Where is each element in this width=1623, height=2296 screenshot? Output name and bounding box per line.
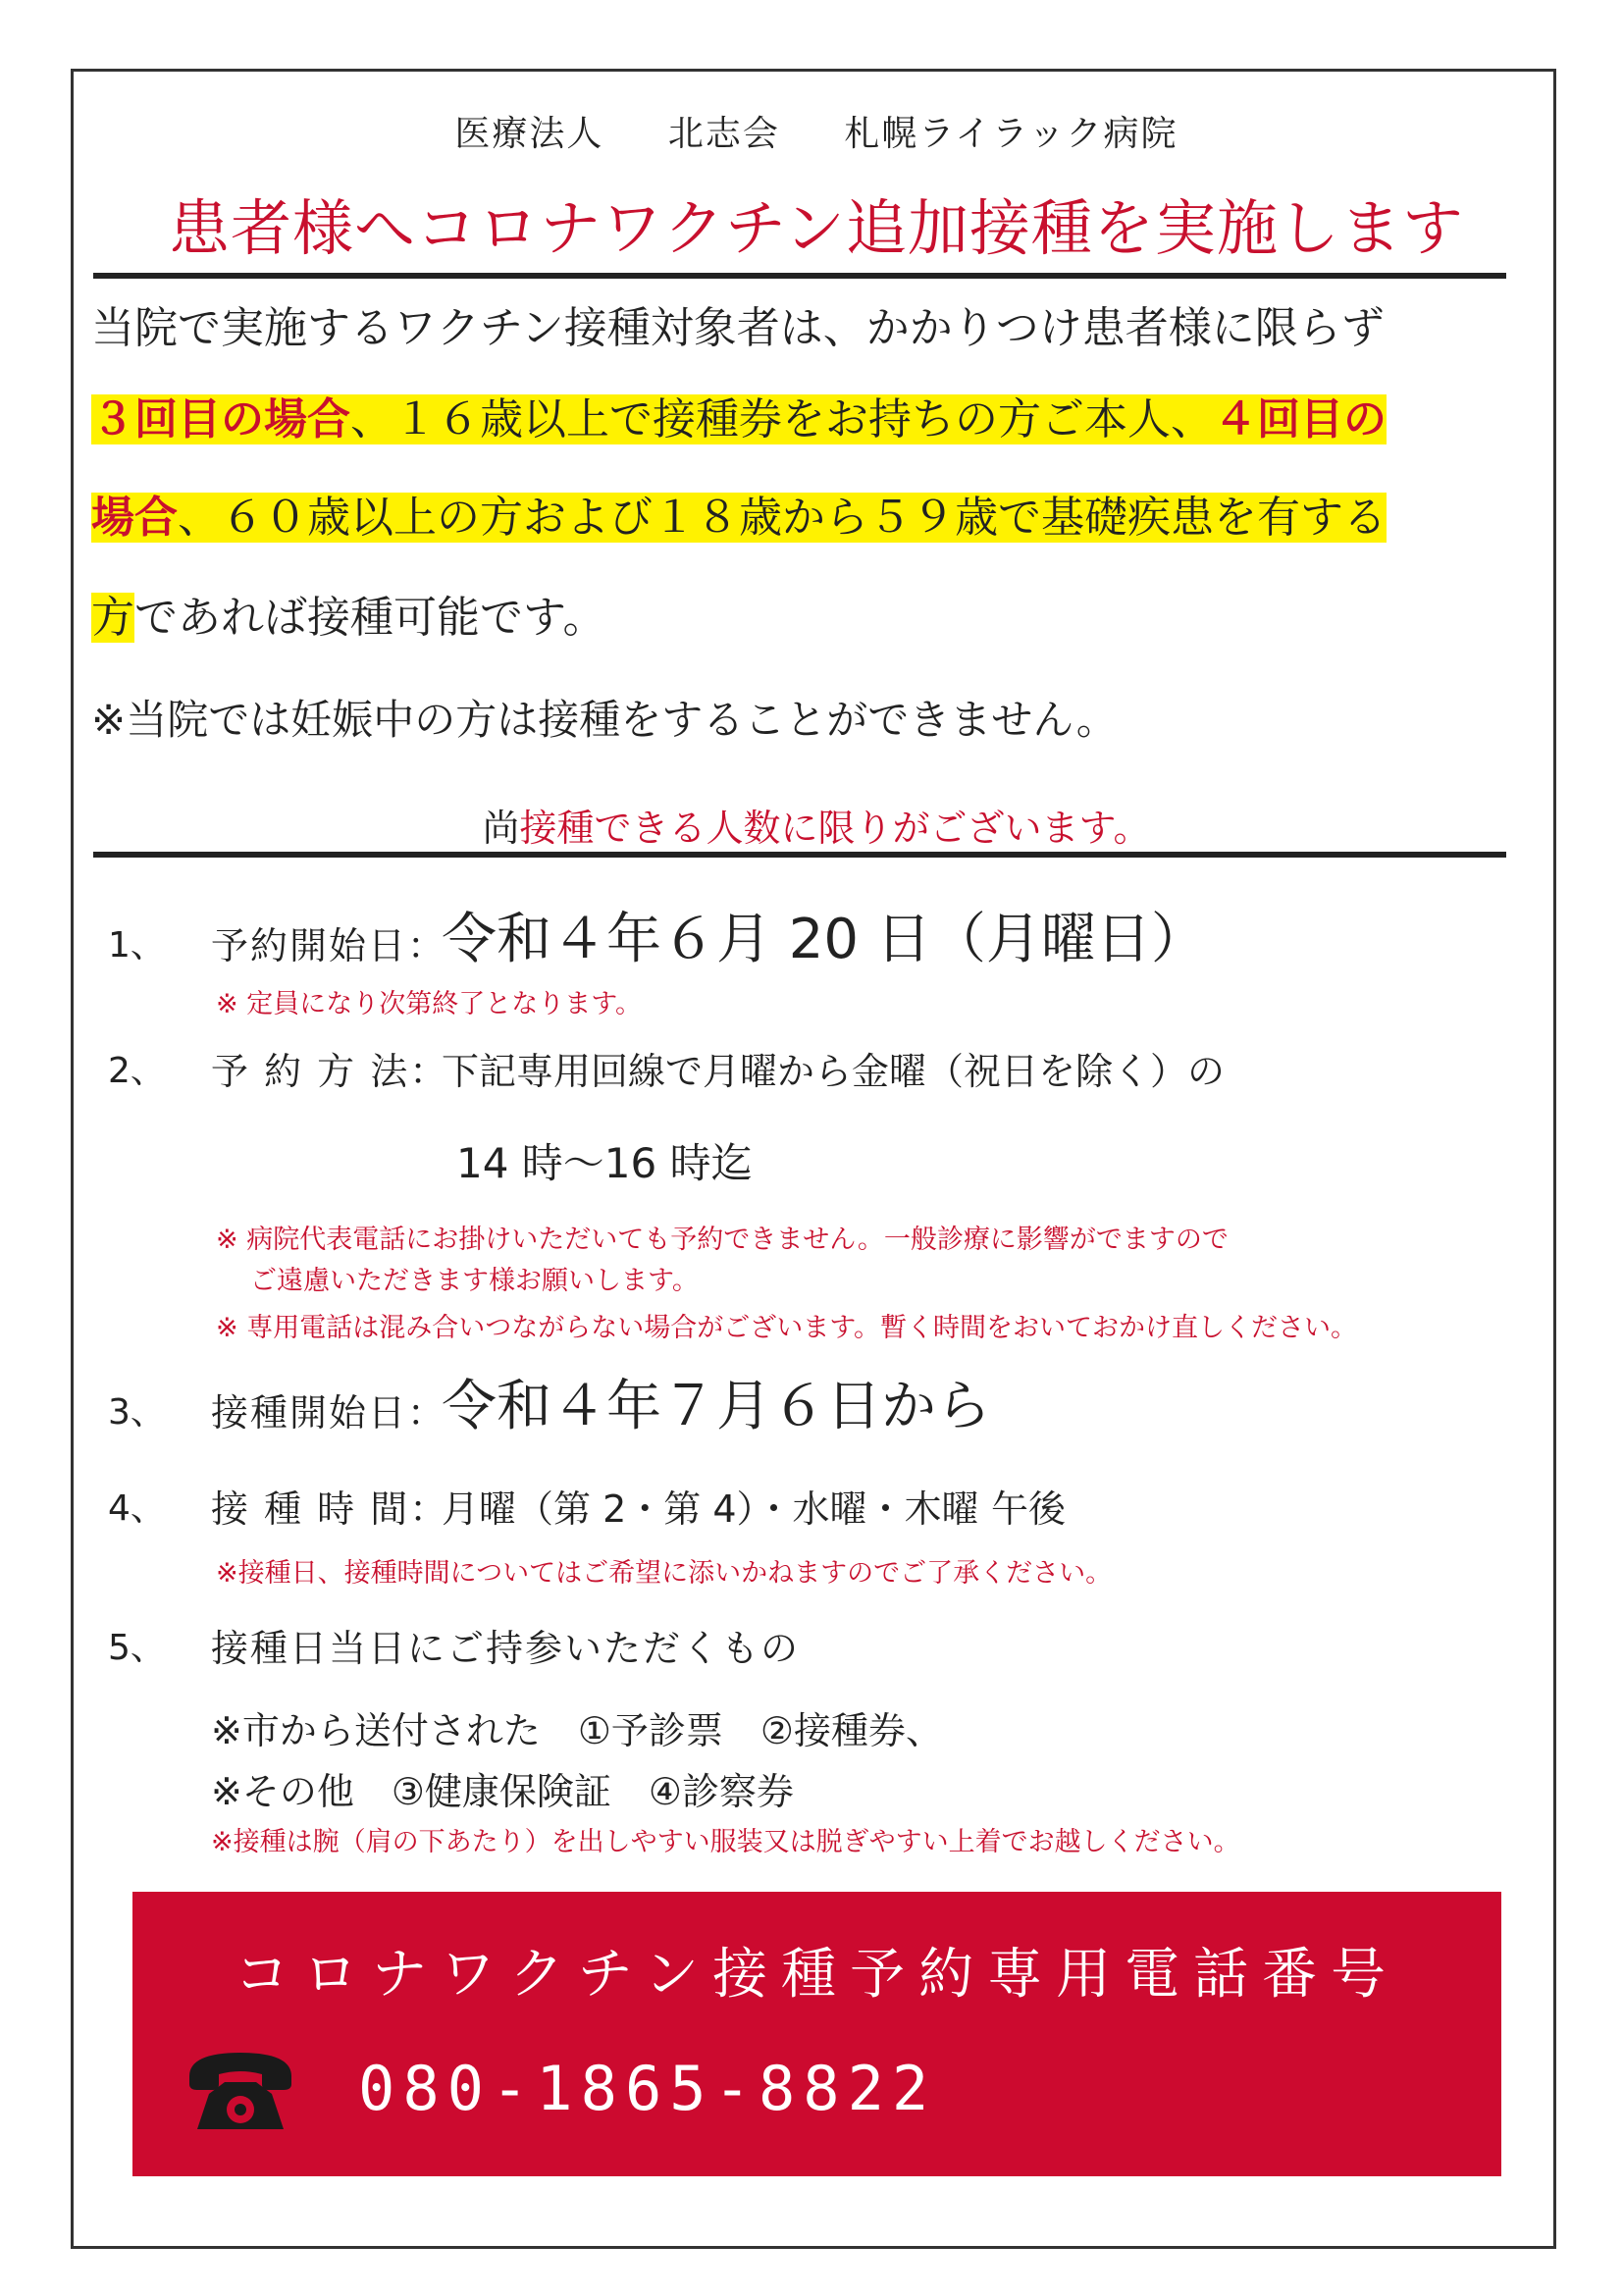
condition-end: 方 bbox=[91, 593, 134, 643]
reservation-capacity-note: ※ 定員になり次第終了となります。 bbox=[216, 989, 643, 1019]
vaccination-time-label: 接 種 時 間： bbox=[211, 1487, 449, 1531]
capacity-notice bbox=[74, 798, 1559, 852]
phone-row bbox=[182, 2039, 936, 2137]
items-to-bring-label: 接種日当日にご持参いただくもの bbox=[211, 1627, 801, 1670]
hospital-name: 札幌ライラック病院 bbox=[844, 114, 1178, 154]
org-group: 北志会 bbox=[667, 114, 780, 154]
intro-line-3 bbox=[91, 482, 1387, 545]
item-number-5: 5、 bbox=[108, 1628, 166, 1668]
schedule-note: ※接種日、接種時間についてはご希望に添いかねますのでご了承ください。 bbox=[216, 1558, 1113, 1589]
reservation-method-value: 下記専用回線で月曜から金曜（祝日を除く）の bbox=[442, 1050, 1226, 1093]
vaccination-days: 月曜（第 2・第 4）・水曜・木曜 bbox=[442, 1487, 979, 1531]
reservation-method-label: 予 約 方 法： bbox=[211, 1050, 449, 1093]
item-number-4: 4、 bbox=[108, 1488, 166, 1529]
pregnancy-note: ※当院では妊娠中の方は接種をすることができません。 bbox=[91, 696, 1118, 744]
intro-line-2 bbox=[91, 384, 1387, 446]
banner-title: コロナワクチン接種予約専用電話番号 bbox=[234, 1943, 1400, 2007]
section-divider bbox=[93, 852, 1506, 858]
capacity-text: 接種できる人数に限りがございます。 bbox=[519, 807, 1151, 850]
busy-line-note: ※ 専用電話は混み合いつながらない場合がございます。暫く時間をおいておかけ直しください。 bbox=[216, 1313, 1358, 1343]
third-dose-label: ３回目の場合 bbox=[91, 394, 350, 444]
item-number-2: 2、 bbox=[108, 1051, 166, 1091]
title-divider bbox=[93, 273, 1506, 279]
vaccination-afternoon: 午後 bbox=[991, 1487, 1067, 1531]
vaccination-start-date: 令和４年７月６日から bbox=[442, 1375, 991, 1438]
fourth-dose-label-cont: 場合 bbox=[91, 493, 178, 543]
reservation-phone-number[interactable]: 080-1865-8822 bbox=[358, 2052, 937, 2124]
fourth-dose-label: ４回目の bbox=[1214, 394, 1387, 444]
organization-name bbox=[74, 106, 1559, 156]
main-phone-note: ※ 病院代表電話にお掛けいただいても予約できません。一般診療に影響がでますので bbox=[216, 1225, 1229, 1255]
intro-lead: 当院で実施するワクチン接種対象者は、かかりつけ患者様に限らず bbox=[91, 303, 1385, 353]
documents-from-city: ※市から送付された ①予診票 ②接種券、 bbox=[211, 1709, 943, 1752]
third-dose-condition: 、１６歳以上で接種券をお持ちの方ご本人、 bbox=[350, 394, 1214, 444]
capacity-prefix: 尚 bbox=[482, 807, 520, 850]
item-number-3: 3、 bbox=[108, 1392, 166, 1433]
item-number-1: 1、 bbox=[108, 925, 166, 965]
reservation-start-label: 予約開始日： bbox=[211, 924, 447, 967]
telephone-icon bbox=[182, 2039, 299, 2137]
intro-line-4 bbox=[91, 582, 605, 645]
clothing-note: ※接種は腕（肩の下あたり）を出しやすい服装又は脱ぎやすい上着でお越しください。 bbox=[211, 1827, 1240, 1857]
page-title: 患者様へコロナワクチン追加接種を実施します bbox=[169, 192, 1464, 264]
main-phone-note-cont: ご遠慮いただきます様お願いします。 bbox=[250, 1266, 699, 1296]
reservation-start-date: 令和４年６月 20 日（月曜日） bbox=[442, 908, 1206, 971]
vaccination-start-label: 接種開始日： bbox=[211, 1391, 447, 1435]
other-documents: ※その他 ③健康保険証 ④診察券 bbox=[211, 1770, 794, 1813]
reservation-phone-banner bbox=[132, 1892, 1501, 2176]
notice-frame bbox=[71, 69, 1556, 2249]
fourth-dose-condition: 、６０歳以上の方および１８歳から５９歳で基礎疾患を有する bbox=[178, 493, 1387, 543]
org-type: 医療法人 bbox=[454, 114, 604, 154]
reservation-hours: 14 時～16 時迄 bbox=[456, 1139, 753, 1187]
eligibility-statement: であれば接種可能です。 bbox=[134, 593, 606, 643]
